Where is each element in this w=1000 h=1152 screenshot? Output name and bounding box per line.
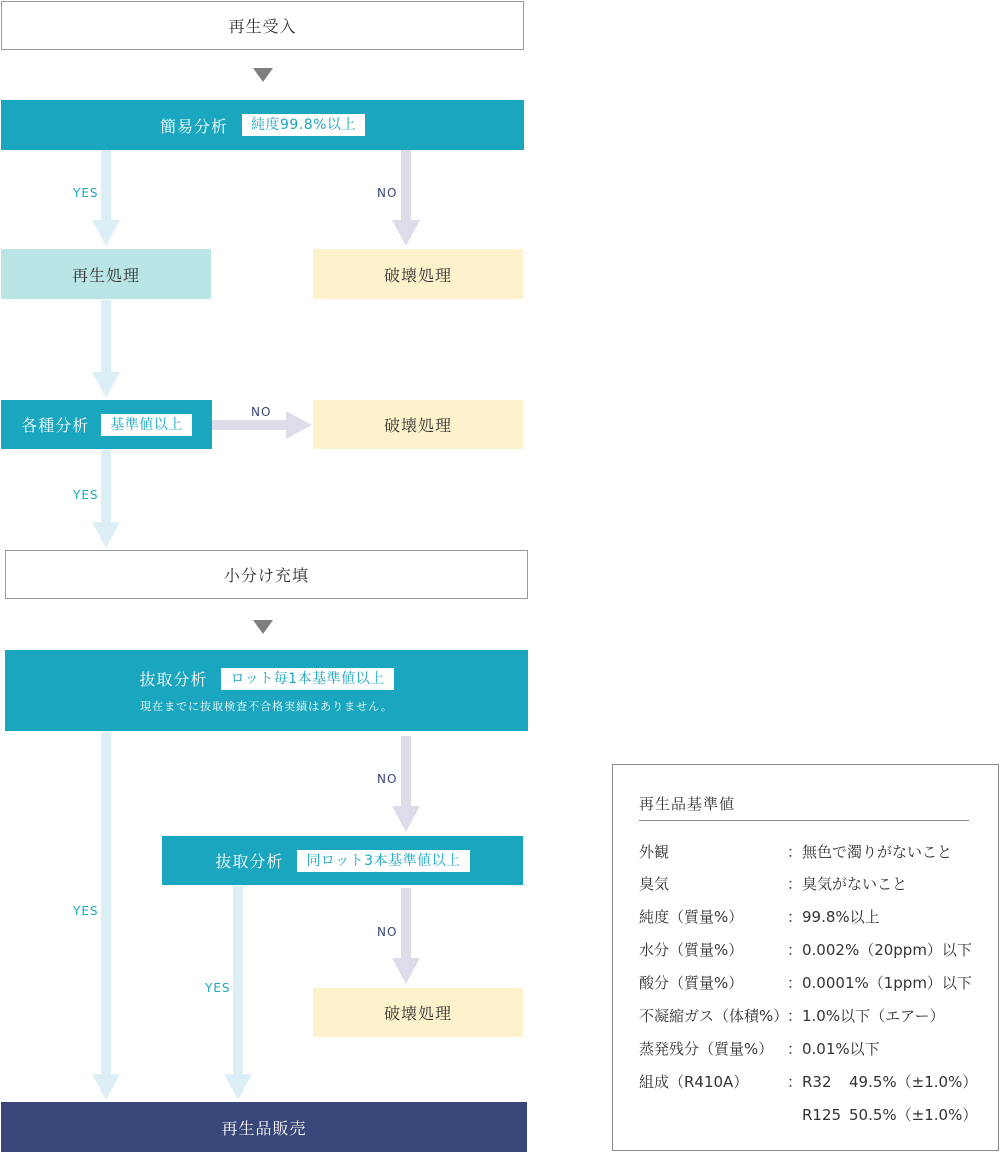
standards-divider — [639, 820, 969, 821]
regen-process-label: 再生処理 — [71, 265, 140, 285]
simple-analysis-tag: 純度99.8%以上 — [242, 114, 365, 136]
standard-key: 不凝縮ガス（体積%） — [639, 1007, 789, 1025]
standards-panel — [612, 764, 999, 1151]
filling-label: 小分け充填 — [223, 566, 309, 585]
yes-label: YES — [73, 488, 99, 502]
no-label: NO — [377, 772, 398, 786]
down-triangle-icon — [253, 68, 273, 82]
various-analysis-box — [1, 400, 212, 449]
sampling-analysis-title-1: 抜取分析 — [139, 670, 208, 689]
yes-label: YES — [73, 904, 99, 918]
standard-key: 純度（質量%） — [639, 908, 744, 926]
down-triangle-icon — [253, 620, 273, 634]
destroy-box-1 — [313, 249, 523, 299]
regen-process-box — [1, 249, 211, 299]
standard-value: ：R32 — [787, 1073, 832, 1091]
no-label: NO — [377, 925, 398, 939]
yes-label: YES — [73, 186, 99, 200]
reception-label: 再生受入 — [228, 17, 297, 36]
standard-value: ：無色で濁りがないこと — [787, 843, 953, 861]
destroy-label-3: 破壊処理 — [383, 1004, 452, 1023]
yes-label: YES — [205, 981, 231, 995]
filling-box — [5, 550, 528, 599]
standard-key: 臭気 — [639, 875, 670, 893]
sales-box — [1, 1102, 527, 1152]
standard-value: ：0.01%以下 — [787, 1040, 880, 1058]
various-analysis-tag: 基準値以上 — [101, 414, 192, 436]
standard-key: 外観 — [639, 843, 670, 861]
destroy-label-1: 破壊処理 — [383, 265, 452, 285]
standard-value: ：臭気がないこと — [787, 875, 908, 893]
sampling-analysis-tag-1: ロット毎1本基準値以上 — [221, 668, 393, 690]
standard-value-2: 50.5%（±1.0%） — [849, 1106, 978, 1124]
sampling-analysis-tag-2: 同ロット3本基準値以上 — [297, 850, 469, 872]
no-label: NO — [251, 405, 272, 419]
standard-value: ：0.002%（20ppm）以下 — [787, 941, 972, 959]
standard-key: 酸分（質量%） — [639, 974, 744, 992]
destroy-box-3 — [313, 988, 523, 1037]
simple-analysis-box — [1, 100, 524, 150]
sales-label: 再生品販売 — [221, 1118, 307, 1138]
standard-value: ：0.0001%（1ppm）以下 — [787, 974, 972, 992]
standards-title: 再生品基準値 — [639, 795, 736, 813]
standard-value-2: 49.5%（±1.0%） — [849, 1073, 978, 1091]
down-arrow — [92, 300, 120, 398]
standard-key: 水分（質量%） — [639, 941, 744, 959]
various-analysis-title: 各種分析 — [21, 416, 90, 435]
simple-analysis-title: 簡易分析 — [160, 116, 229, 136]
sampling-analysis-box-2 — [162, 836, 523, 885]
standard-key: 組成（R410A） — [639, 1073, 749, 1091]
sampling-analysis-title-2: 抜取分析 — [215, 852, 284, 871]
sampling-analysis-note: 現在までに抜取検査不合格実績はありません。 — [140, 700, 393, 713]
destroy-label-2: 破壊処理 — [383, 416, 452, 435]
destroy-box-2 — [313, 400, 523, 449]
sampling-analysis-box-1 — [5, 650, 528, 731]
standard-value: R125 — [787, 1106, 842, 1124]
standard-value: ：99.8%以上 — [787, 908, 880, 926]
no-label: NO — [377, 186, 398, 200]
standard-value: ：1.0%以下（エアー） — [787, 1007, 945, 1025]
standard-key: 蒸発残分（質量%） — [639, 1040, 774, 1058]
reception-box — [1, 1, 524, 50]
